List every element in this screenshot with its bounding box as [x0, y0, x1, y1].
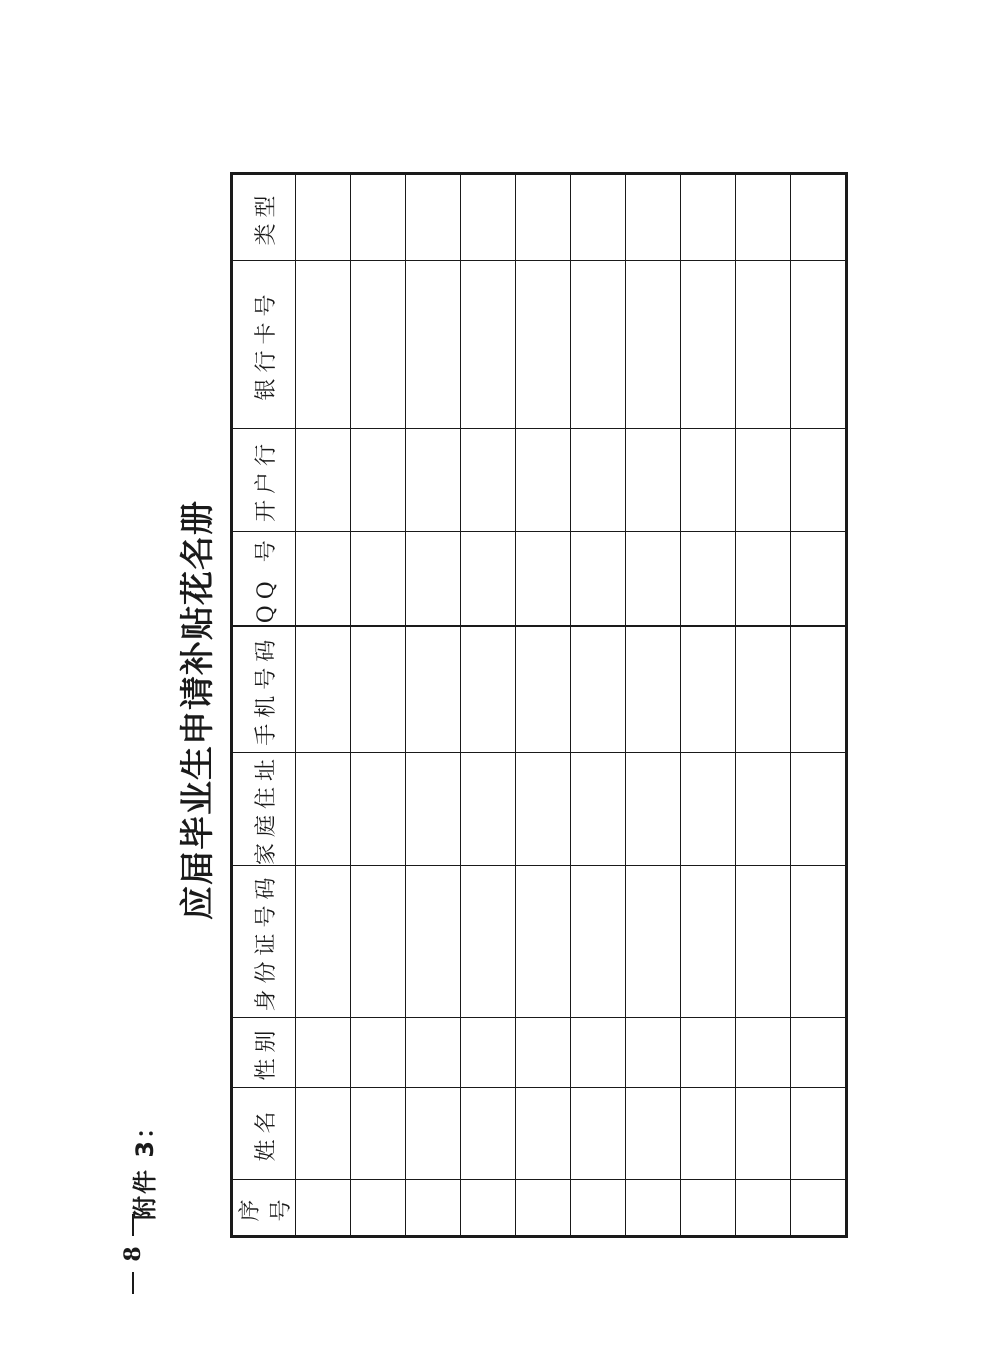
table-cell[interactable] [736, 532, 791, 627]
table-cell[interactable] [406, 753, 461, 866]
table-cell[interactable] [736, 1180, 791, 1237]
table-cell[interactable] [571, 261, 626, 429]
table-cell[interactable] [516, 174, 571, 261]
table-row [626, 174, 681, 1237]
table-cell[interactable] [351, 1180, 406, 1237]
table-cell[interactable] [296, 1180, 351, 1237]
table-cell[interactable] [351, 429, 406, 532]
page-number-text: 8 [120, 1246, 146, 1262]
table-cell[interactable] [296, 261, 351, 429]
table-cell[interactable] [351, 1088, 406, 1180]
header-cell: 家庭住址 [232, 753, 296, 866]
table-cell[interactable] [736, 1088, 791, 1180]
table-cell[interactable] [461, 866, 516, 1018]
table-cell[interactable] [681, 627, 736, 753]
header-cell: 性别 [232, 1018, 296, 1088]
table-cell[interactable] [516, 1088, 571, 1180]
attachment-label: 附件 3： [131, 1112, 159, 1220]
table-cell[interactable] [571, 627, 626, 753]
table-row [516, 174, 571, 1237]
table-cell[interactable] [681, 1180, 736, 1237]
table-row [351, 174, 406, 1237]
table-cell[interactable] [791, 532, 847, 627]
table-cell[interactable] [461, 1180, 516, 1237]
table-cell[interactable] [516, 866, 571, 1018]
table-cell[interactable] [791, 627, 847, 753]
table-cell[interactable] [296, 1088, 351, 1180]
table-cell[interactable] [516, 1018, 571, 1088]
table-cell[interactable] [681, 866, 736, 1018]
header-cell: 类型 [232, 174, 296, 261]
table-cell[interactable] [296, 174, 351, 261]
table-cell[interactable] [351, 627, 406, 753]
header-row [232, 174, 296, 1237]
table-cell[interactable] [516, 753, 571, 866]
header-cell: 序号 [232, 1180, 296, 1237]
table-cell[interactable] [736, 866, 791, 1018]
table-cell[interactable] [351, 866, 406, 1018]
table-row [681, 174, 736, 1237]
table-cell[interactable] [626, 866, 681, 1018]
table-cell[interactable] [681, 1018, 736, 1088]
table-cell[interactable] [406, 627, 461, 753]
table-cell[interactable] [351, 532, 406, 627]
table-cell[interactable] [461, 174, 516, 261]
table-cell[interactable] [461, 261, 516, 429]
table-cell[interactable] [296, 866, 351, 1018]
table-cell[interactable] [791, 429, 847, 532]
table-cell[interactable] [406, 1180, 461, 1237]
table-cell[interactable] [351, 753, 406, 866]
table-cell[interactable] [461, 627, 516, 753]
table-row [461, 174, 516, 1237]
table-cell[interactable] [571, 866, 626, 1018]
table-cell[interactable] [571, 1018, 626, 1088]
table-cell[interactable] [516, 627, 571, 753]
header-cell: QQ 号 [232, 532, 296, 627]
table-cell[interactable] [351, 1018, 406, 1088]
table-cell[interactable] [736, 429, 791, 532]
table-cell[interactable] [296, 532, 351, 627]
table-row [571, 174, 626, 1237]
table-cell[interactable] [791, 866, 847, 1018]
table-cell[interactable] [736, 261, 791, 429]
header-cell: 手机号码 [232, 627, 296, 753]
page-title: 应届毕业生申请补贴花名册 [178, 500, 218, 920]
table-cell[interactable] [351, 174, 406, 261]
table-cell[interactable] [406, 866, 461, 1018]
table-cell[interactable] [461, 753, 516, 866]
table-cell[interactable] [516, 261, 571, 429]
table-row [296, 174, 351, 1237]
table-cell[interactable] [571, 753, 626, 866]
header-cell: 开户行 [232, 429, 296, 532]
table-cell[interactable] [681, 532, 736, 627]
table-cell[interactable] [461, 532, 516, 627]
page-number [118, 1214, 148, 1294]
table-cell[interactable] [296, 627, 351, 753]
table-cell[interactable] [626, 174, 681, 261]
table-cell[interactable] [681, 429, 736, 532]
table-cell[interactable] [461, 1018, 516, 1088]
table-cell[interactable] [791, 1180, 847, 1237]
header-cell: 银行卡号 [232, 261, 296, 429]
table-cell[interactable] [571, 1088, 626, 1180]
header-cell: 姓名 [232, 1088, 296, 1180]
table-cell[interactable] [571, 532, 626, 627]
table-cell[interactable] [296, 1018, 351, 1088]
table-cell[interactable] [681, 1088, 736, 1180]
table-cell[interactable] [571, 174, 626, 261]
table-cell[interactable] [626, 1180, 681, 1237]
table-cell[interactable] [571, 429, 626, 532]
roster-table [230, 172, 848, 1238]
table-cell[interactable] [516, 429, 571, 532]
table-cell[interactable] [571, 1180, 626, 1237]
table-cell[interactable] [626, 261, 681, 429]
table-cell[interactable] [406, 174, 461, 261]
table-row [736, 174, 791, 1237]
table-cell[interactable] [681, 753, 736, 866]
dash-left [132, 1272, 134, 1294]
table-cell[interactable] [791, 1088, 847, 1180]
table-cell[interactable] [626, 429, 681, 532]
table-cell[interactable] [626, 532, 681, 627]
table-cell[interactable] [406, 532, 461, 627]
roster-body [296, 174, 847, 1237]
table-cell[interactable] [406, 1018, 461, 1088]
table-cell[interactable] [736, 1018, 791, 1088]
table-cell[interactable] [406, 261, 461, 429]
table-cell[interactable] [736, 174, 791, 261]
table-row [791, 174, 847, 1237]
table-cell[interactable] [406, 1088, 461, 1180]
table-cell[interactable] [516, 1180, 571, 1237]
table-cell[interactable] [736, 753, 791, 866]
table-cell[interactable] [461, 1088, 516, 1180]
table-cell[interactable] [791, 753, 847, 866]
table-cell[interactable] [791, 1018, 847, 1088]
header-cell: 身份证号码 [232, 866, 296, 1018]
table-cell[interactable] [791, 174, 847, 261]
table-cell[interactable] [626, 1088, 681, 1180]
table-cell[interactable] [626, 753, 681, 866]
table-cell[interactable] [626, 627, 681, 753]
table-cell[interactable] [296, 753, 351, 866]
table-row [406, 174, 461, 1237]
table-cell[interactable] [516, 532, 571, 627]
table-cell[interactable] [791, 261, 847, 429]
table-cell[interactable] [461, 429, 516, 532]
table-cell[interactable] [736, 627, 791, 753]
table-cell[interactable] [681, 261, 736, 429]
table-cell[interactable] [351, 261, 406, 429]
table-cell[interactable] [296, 429, 351, 532]
table-cell[interactable] [626, 1018, 681, 1088]
table-cell[interactable] [681, 174, 736, 261]
table-cell[interactable] [406, 429, 461, 532]
